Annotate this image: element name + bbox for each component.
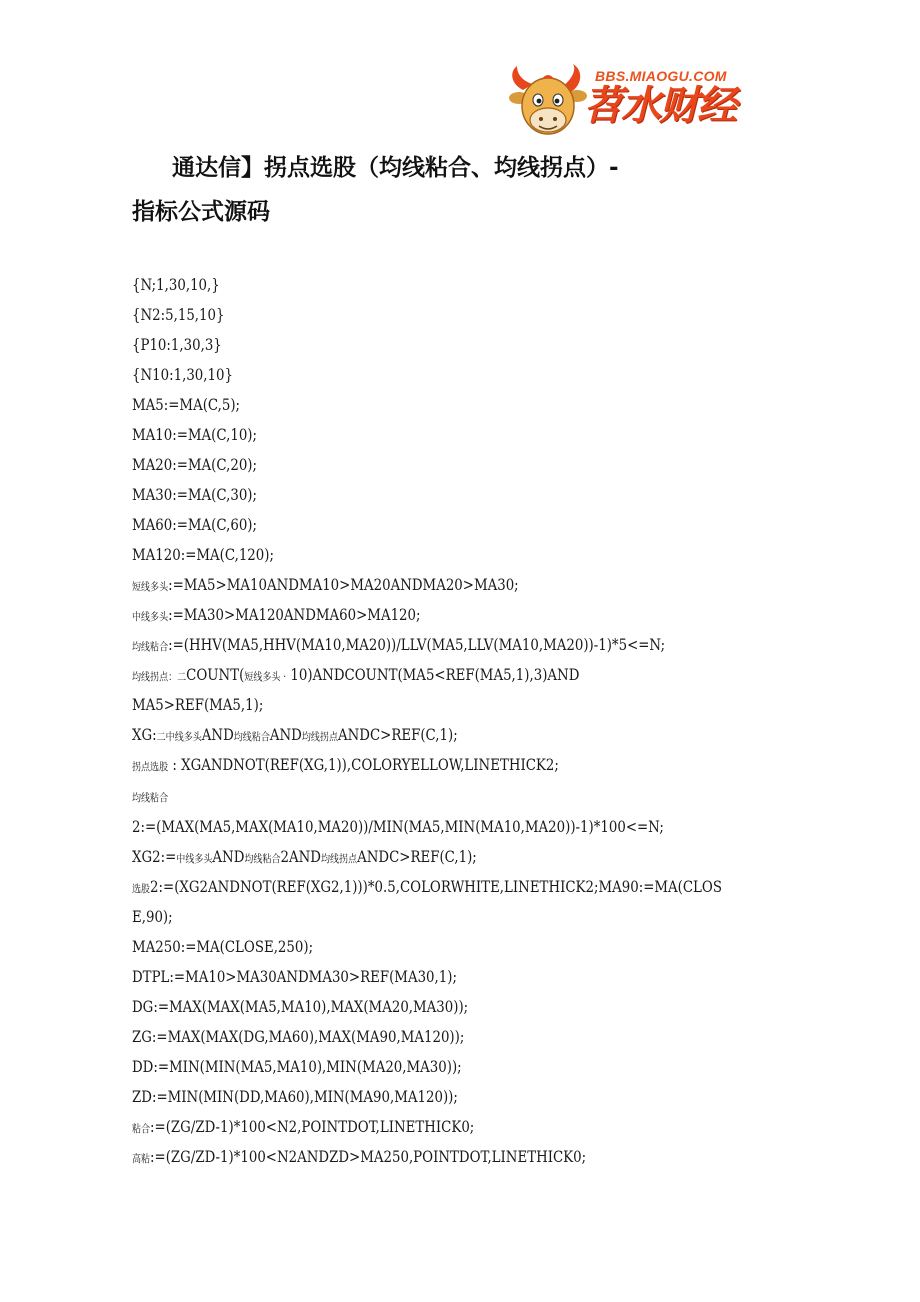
code-label: 中线多头 [176, 853, 213, 865]
code-line: DD:=MIN(MIN(MA5,MA10),MIN(MA20,MA30)); [132, 1058, 462, 1076]
code-line: MA120:=MA(C,120); [132, 546, 274, 564]
code-label: 均线粘合 [132, 792, 169, 804]
code-line: MA5>REF(MA5,1); [132, 696, 264, 714]
code-line: MA60:=MA(C,60); [132, 516, 257, 534]
code-label: 均线粘合 [233, 731, 270, 743]
code-line: E,90); [132, 908, 173, 926]
code-line: MA5:=MA(C,5); [132, 396, 241, 414]
code-line [132, 750, 559, 780]
code-text: :=MA30>MA120ANDMA60>MA120; [168, 606, 421, 624]
code-line: 2:=(MAX(MA5,MAX(MA10,MA20))/MIN(MA5,MIN(MA10,MA20))-1)*100<=N; [132, 818, 664, 836]
code-line: ZD:=MIN(MIN(DD,MA60),MIN(MA90,MA120)); [132, 1088, 458, 1106]
code-text: ANDC>REF(C,1); [357, 848, 477, 866]
code-label: 短线多头 [132, 581, 169, 593]
code-text: COUNT( [186, 666, 245, 684]
code-text: :=(ZG/ZD-1)*100<N2ANDZD>MA250,POINTDOT,LINETHICK0; [150, 1148, 587, 1166]
code-line: DTPL:=MA10>MA30ANDMA30>REF(MA30,1); [132, 968, 457, 986]
code-text: 2:=(XG2ANDNOT(REF(XG2,1)))*0.5,COLORWHITE,LINETHICK2;MA90:=MA(CLOS [150, 878, 722, 896]
document-title [132, 146, 692, 234]
code-line [132, 720, 458, 750]
code-label: 均线粘合 [244, 853, 281, 865]
code-label: 二中线多头 [156, 731, 202, 743]
title-line-1: 通达信】拐点选股（均线粘合、均线拐点）- [172, 155, 619, 181]
code-line [132, 570, 519, 600]
code-line: ZG:=MAX(MAX(DG,MA60),MAX(MA90,MA120)); [132, 1028, 465, 1046]
code-line [132, 784, 168, 814]
code-text: : XGANDNOT(REF(XG,1)),COLORYELLOW,LINETHICK2; [168, 756, 559, 774]
code-line [132, 660, 579, 690]
code-line [132, 1112, 474, 1142]
logo-site-url: BBS.MIAOGU.COM [595, 68, 727, 84]
code-label: 均线拐点：二 [132, 671, 187, 683]
code-text: 10)ANDCOUNT(MA5<REF(MA5,1),3)AND [286, 666, 580, 684]
code-text: XG: [132, 726, 157, 744]
code-line: MA250:=MA(CLOSE,250); [132, 938, 314, 956]
code-label: 粘合 [132, 1123, 151, 1135]
title-line-2: 指标公式源码 [132, 199, 270, 225]
code-text: :=(HHV(MA5,HHV(MA10,MA20))/LLV(MA5,LLV(MA10,MA20))-1)*5<=N; [168, 636, 666, 654]
code-label: 选股 [132, 883, 151, 895]
code-label: 中线多头 [132, 611, 169, 623]
code-text: :=MA5>MA10ANDMA10>MA20ANDMA20>MA30; [168, 576, 519, 594]
code-line: {N;1,30,10,} [132, 276, 220, 294]
code-label: 均线粘合 [132, 641, 169, 653]
code-line: MA20:=MA(C,20); [132, 456, 257, 474]
code-text: XG2:= [132, 848, 177, 866]
code-label: 高粘 [132, 1153, 151, 1165]
code-text: AND [201, 726, 234, 744]
bull-mascot-icon [505, 62, 595, 142]
logo [505, 62, 760, 142]
code-line: {N10:1,30,10} [132, 366, 233, 384]
code-line: {P10:1,30,3} [132, 336, 222, 354]
code-text: 2AND [280, 848, 321, 866]
logo-brand-text: 苕水财经 [583, 83, 735, 129]
code-text: AND [269, 726, 302, 744]
code-line: DG:=MAX(MAX(MA5,MA10),MAX(MA20,MA30)); [132, 998, 469, 1016]
code-line [132, 600, 421, 630]
code-label: 均线拐点 [320, 853, 358, 865]
code-line [132, 1142, 586, 1172]
code-line: {N2:5,15,10} [132, 306, 225, 324]
code-line [132, 630, 665, 660]
code-label: 拐点选股 [132, 761, 169, 773]
code-line: MA10:=MA(C,10); [132, 426, 257, 444]
code-text: AND [212, 848, 245, 866]
code-line [132, 872, 722, 902]
code-text: :=(ZG/ZD-1)*100<N2,POINTDOT,LINETHICK0; [150, 1118, 475, 1136]
code-label: 均线拐点 [301, 731, 338, 743]
code-line: MA30:=MA(C,30); [132, 486, 257, 504]
code-text: ANDC>REF(C,1); [337, 726, 458, 744]
code-label: 短线多头 · [244, 671, 287, 683]
code-line [132, 842, 477, 872]
